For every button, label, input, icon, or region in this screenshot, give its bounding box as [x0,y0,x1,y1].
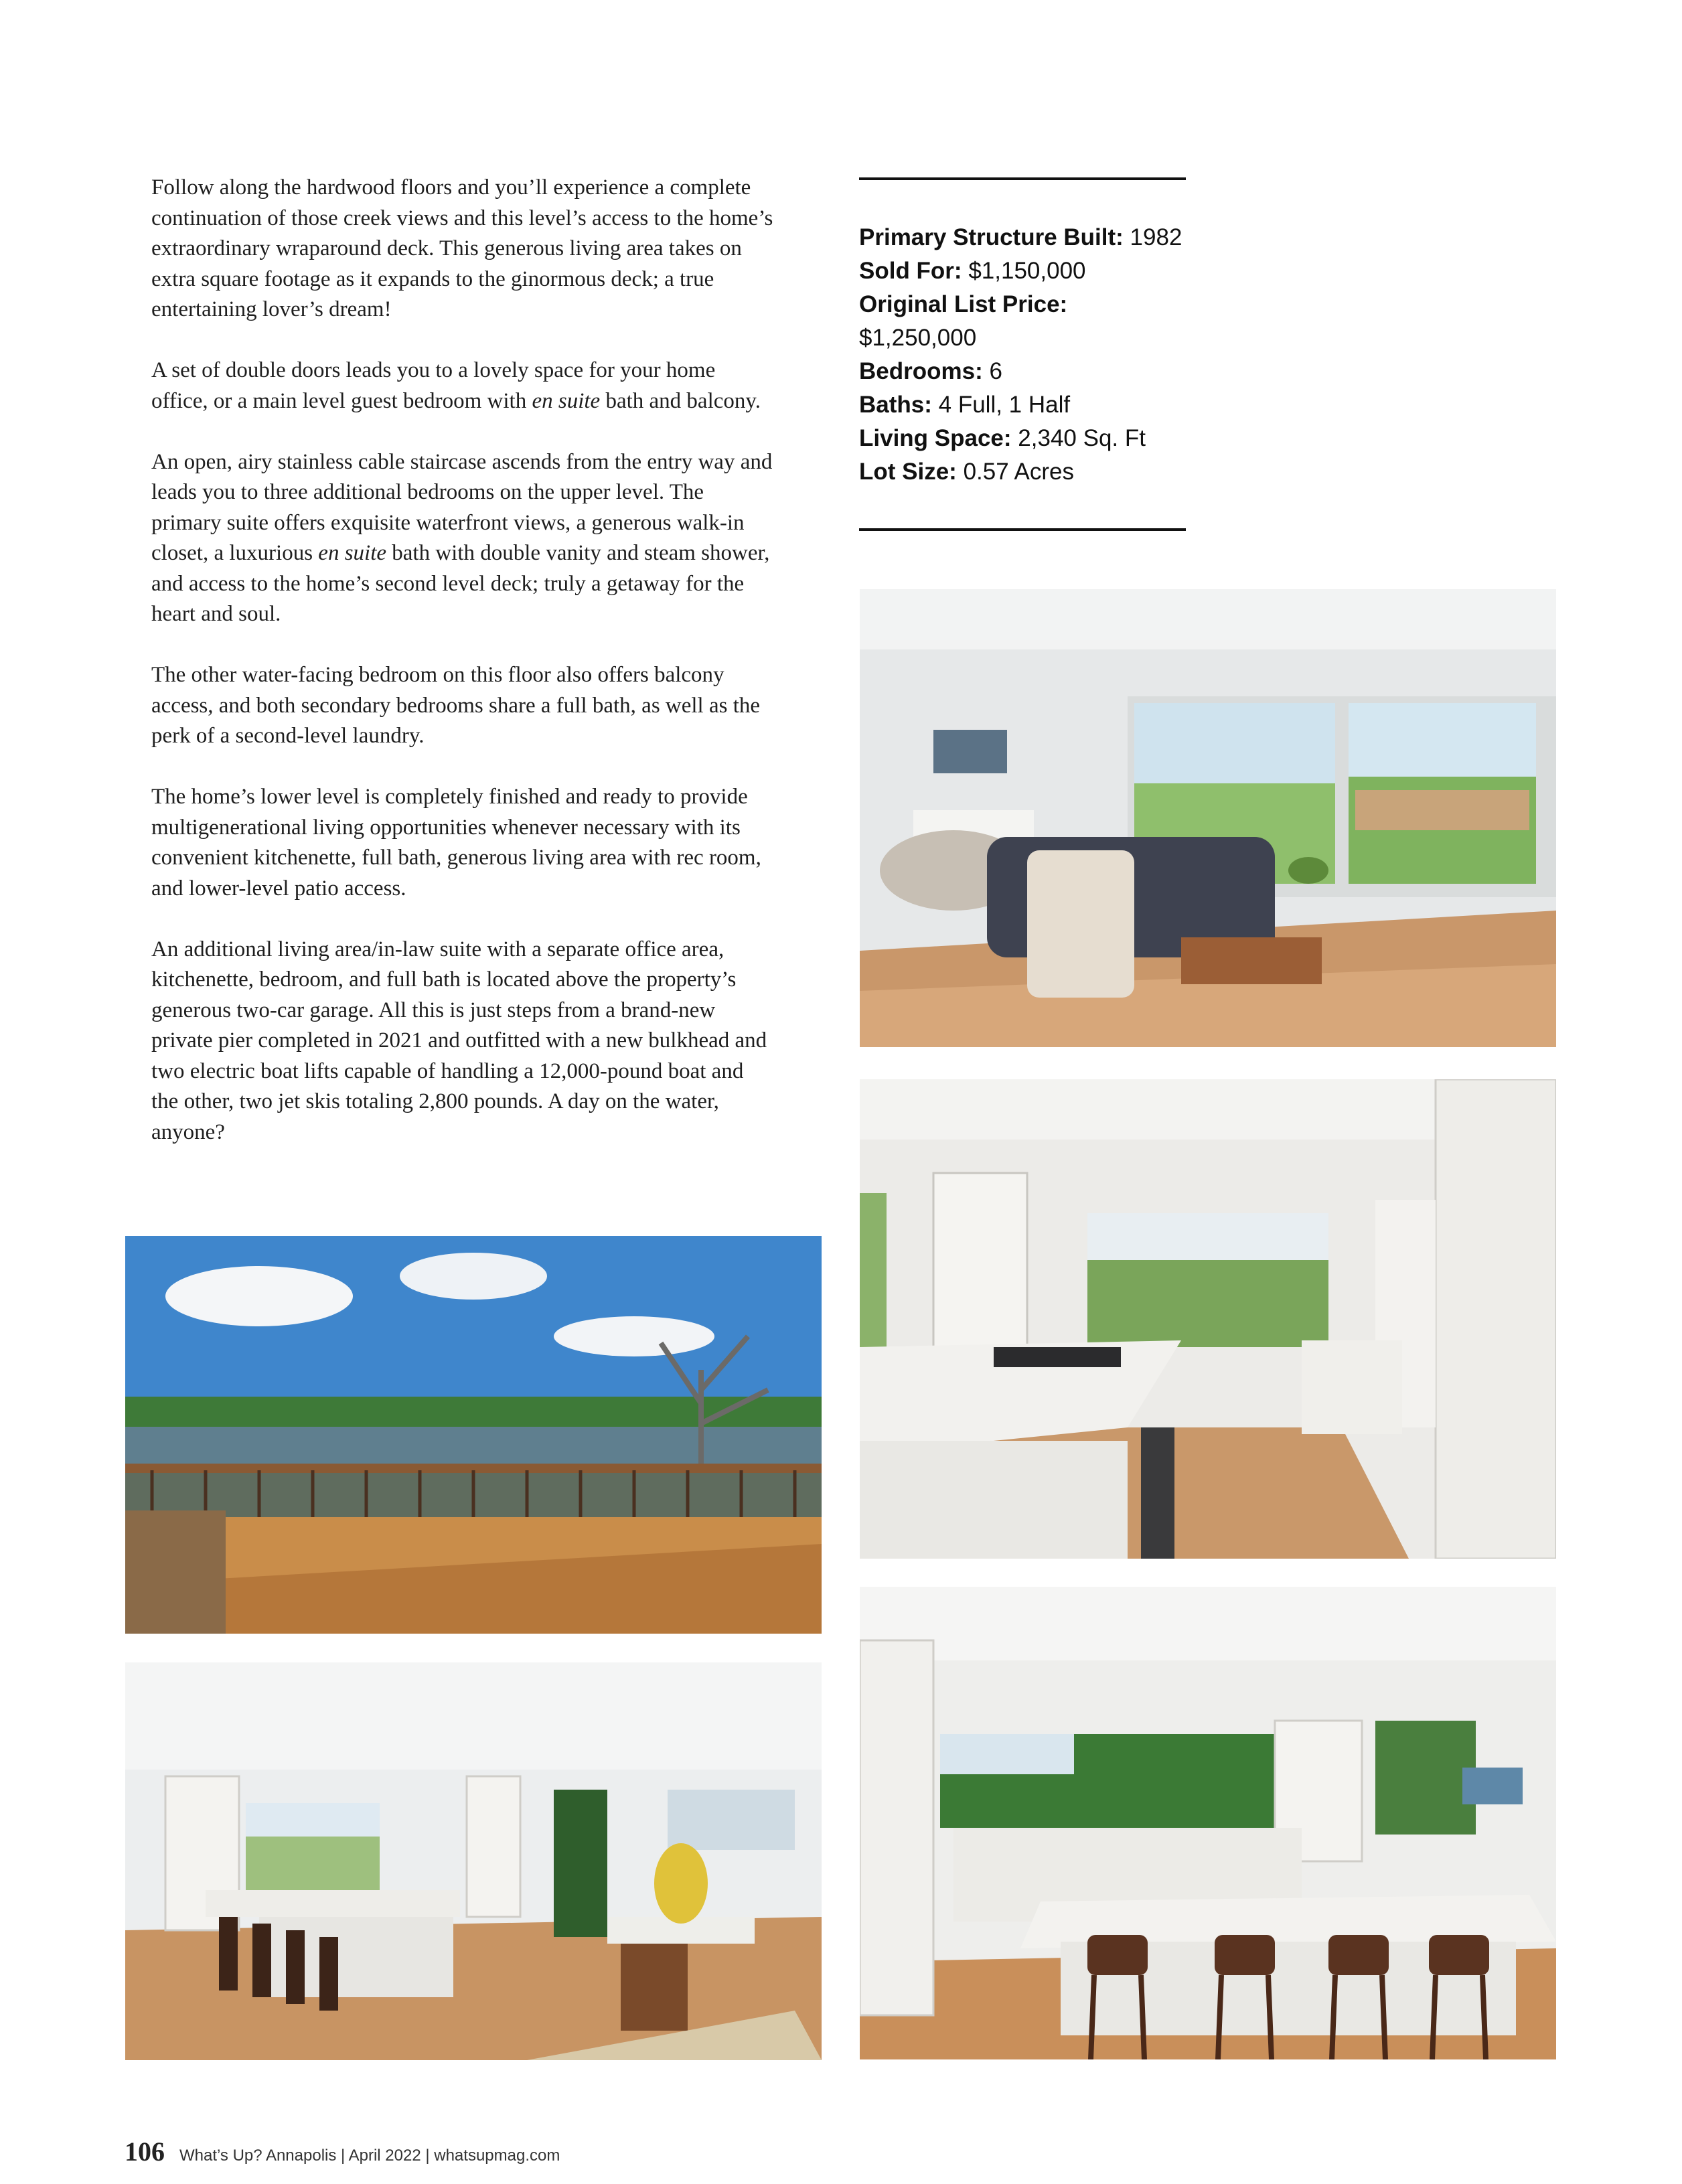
page-footer [125,2136,560,2167]
property-facts [859,221,1207,489]
fact-sold-for: Sold For: $1,150,000 [859,258,1086,284]
page-number: 106 [125,2136,165,2167]
fact-lot-size: Lot Size: 0.57 Acres [859,459,1074,485]
fact-built: Primary Structure Built: 1982 [859,224,1182,250]
dining-kitchen-photo [125,1662,822,2060]
paragraph: The other water-facing bedroom on this floor also offers balcony access, and both secondary bedrooms share a full bath, as well as the perk of a second-level laundry. [151,663,761,748]
kitchen-photo [860,1079,1556,1559]
paragraph: Follow along the hardwood floors and you’ll experience a complete continuation of those creek views and this level’s access to the home’s extraordinary wraparound deck. This generous living area takes on extra square footage as it expands to the ginormous deck; a true entertaining lover’s dream! [151,175,773,321]
fact-list-price: Original List Price: [859,291,1068,317]
kitchen-island-photo [860,1587,1556,2059]
paragraph: An additional living area/in-law suite with a separate office area, kitchenette, bedroom, and full bath is located above the property’s generous two-car garage. All this is just steps from a brand-new private pier completed in 2021 and outfitted with a new bulkhead and two electric boat lifts capable of handling a 12,000-pound boat and the other, two jet skis totaling 2,800 pounds. A day on the water, anyone? [151,937,767,1144]
fact-living-space: Living Space: 2,340 Sq. Ft [859,425,1146,451]
fact-list-price-value: $1,250,000 [859,325,977,351]
paragraph: The home’s lower level is completely finished and ready to provide multigenerational living opportunities whenever necessary with its convenient kitchenette, full bath, generous living area with rec room, and lower-level patio access. [151,785,761,901]
publication-info: What’s Up? Annapolis | April 2022 | whatsupmag.com [179,2147,560,2165]
living-room-photo [860,589,1556,1047]
fact-bedrooms: Bedrooms: 6 [859,358,1002,384]
paragraph: A set of double doors leads you to a lovely space for your home office, or a main level guest bedroom with en suite bath and balcony. [151,358,761,413]
facts-bottom-rule [859,528,1186,531]
deck-view-photo [125,1236,822,1634]
fact-baths: Baths: 4 Full, 1 Half [859,392,1071,418]
article-body [151,173,774,1178]
paragraph: An open, airy stainless cable staircase ascends from the entry way and leads you to three additional bedrooms on the upper level. The primary suite offers exquisite waterfront views, a generous walk-in closet, a luxurious en suite bath with double vanity and steam shower, and access to the home’s second level deck; truly a getaway for the heart and soul. [151,449,773,626]
facts-top-rule [859,177,1186,180]
